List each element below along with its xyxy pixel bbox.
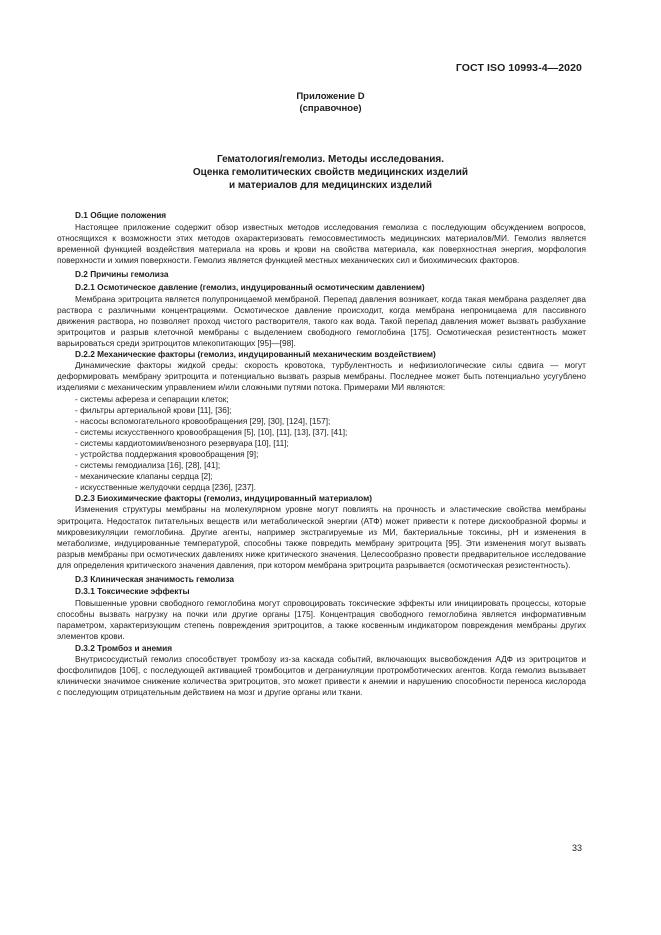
list-item: - устройства поддержания кровообращения [9]; <box>75 448 259 459</box>
subsection-heading-d31: D.3.1 Токсические эффекты <box>75 586 190 597</box>
paragraph-d23: Изменения структуры мембраны на молекулярном уровне могут повлиять на прочность и эластические свойства мембраны эритроцита. Недостаток питательных веществ или метаболической энергии (АТФ) может привести к потере дискообразной формы и микровезикуляции гемоглобина. Другие агенты, например экстрагируемые из МИ, бактериальные токсины, рН и изменения в метаболизме, индуцированные температурой, способны также повредить мембрану эритроцита [95]. Эти изменения могут вызвать разрыв мембраны при осмотических давлениях ниже критического значения. Целесообразно провести предварительное исследование для определения критического значения давления, при котором мембрана эритроцита разрывается (осмотическая резистентность). <box>57 504 586 570</box>
list-item: - системы афереза и сепарации клеток; <box>75 393 229 404</box>
standard-designation: ГОСТ ISO 10993-4—2020 <box>455 62 582 74</box>
section-heading-d1: D.1 Общие положения <box>75 210 167 220</box>
list-item: - механические клапаны сердца [2]; <box>75 471 213 482</box>
list-item: - насосы вспомогательного кровообращения [29], [30], [124], [157]; <box>75 415 331 426</box>
subsection-heading-d22: D.2.2 Механические факторы (гемолиз, индуцированный механическим воздействием) <box>75 349 436 360</box>
document-title-line: и материалов для медицинских изделий <box>228 180 433 191</box>
document-title-line: Оценка гемолитических свойств медицинских изделий <box>192 167 469 178</box>
subsection-heading-d32: D.3.2 Тромбоз и анемия <box>75 642 173 653</box>
document-title <box>0 153 661 192</box>
list-item: - фильтры артериальной крови [11], [36]; <box>75 404 232 415</box>
document-title-line: Гематология/гемолиз. Методы исследования. <box>216 154 445 165</box>
paragraph-d1: Настоящее приложение содержит обзор известных методов исследования гемолиза с последующим обсуждением вопросов, относящихся к возможности этих методов охарактеризовать гемосовместимость медицинских материалов/МИ. Гемолиз является временной функцией воздействия материала на кровь и крови на свойства материала, как поверхностная энергия, морфология поверхности и химия поверхности. Гемолиз является функцией местных механических сил и биохимических факторов. <box>57 222 586 266</box>
document-body <box>57 210 586 698</box>
subsection-heading-d23: D.2.3 Биохимические факторы (гемолиз, индуцированный материалом) <box>75 493 373 504</box>
annex-status: (справочное) <box>299 103 362 114</box>
section-heading-d3: D.3 Клиническая значимость гемолиза <box>75 574 234 584</box>
annex-title: Приложение D <box>296 91 365 102</box>
list-item: - системы кардиотомии/венозного резервуара [10], [11]; <box>75 437 289 448</box>
section-heading-d2: D.2 Причины гемолиза <box>75 269 169 280</box>
paragraph-d22: Динамические факторы жидкой среды: скорость кровотока, турбулентность и нефизиологические силы сдвига — могут деформировать мембрану эритроцита и потенциально вызвать разрыв мембраны. Последнее может быть потенциально усугублено изделиями с механическим управлением и/или сложными путями потока. Примерами МИ являются: <box>57 360 586 393</box>
page-number: 33 <box>571 843 582 853</box>
list-item: - системы искусственного кровообращения [5], [10], [11], [13], [37], [41]; <box>75 426 348 437</box>
subsection-heading-d21: D.2.1 Осмотическое давление (гемолиз, индуцированный осмотическим давлением) <box>75 281 425 292</box>
paragraph-d21: Мембрана эритроцита является полупроницаемой мембраной. Перепад давления возникает, когда такая мембрана разделяет два раствора с различными концентрациями. Осмотическое давление происходит, когда мембрана непроницаема для пассивного движения раствора, но позволяет проход чистого растворителя, такого как вода. Такой перепад давления может вызвать разбухание эритроцитов и разрыв клеточной мембраны с выделением свободного гемоглобина [175]. Осмотическая резистентность может варьироваться среди эритроцитов млекопитающих [95]—[98]. <box>57 293 586 349</box>
device-list <box>57 394 586 494</box>
paragraph-d32: Внутрисосудистый гемолиз способствует тромбозу из-за каскада событий, включающих высвобождения АДФ из эритроцитов и фосфолипидов [106], с последующей активацией тромбоцитов и деграниуляции протромботических агентов. Когда гемолиз вызывает клинически значимое снижение количества эритроцитов, это может привести к анемии и нарушению способности переноса кислорода с последующим отрицательным действием на мозг и другие органы или ткани. <box>57 653 586 697</box>
paragraph-d31: Повышенные уровни свободного гемоглобина могут спровоцировать токсические эффекты или инициировать процессы, которые способны вызвать нагрузку на почки или другие органы [175]. Концентрация свободного гемоглобина является информативным параметром, характеризующим степень повреждения эритроцитов, а также косвенным индикатором повреждения мембраны других элементов крови. <box>57 598 586 642</box>
list-item: - искусственные желудочки сердца [236], [237]. <box>75 482 256 493</box>
list-item: - системы гемодиализа [16], [28], [41]; <box>75 460 221 471</box>
annex-block <box>0 91 661 115</box>
